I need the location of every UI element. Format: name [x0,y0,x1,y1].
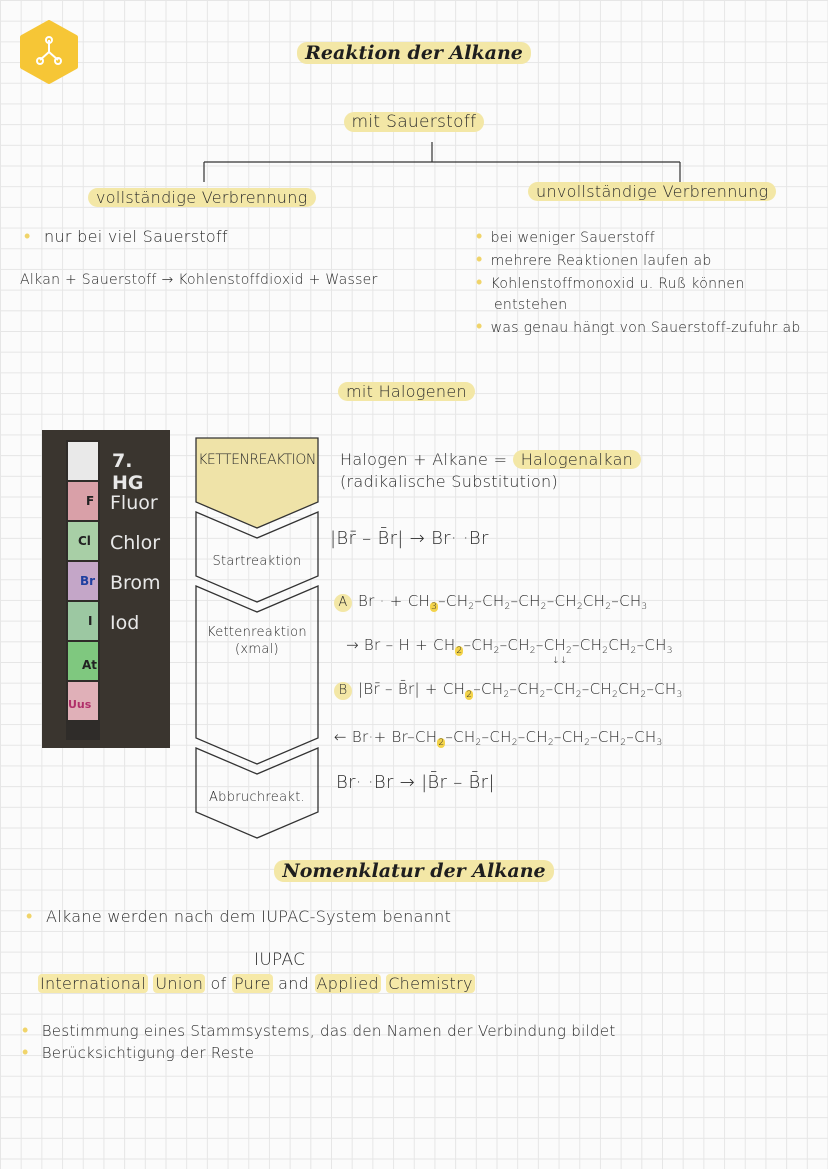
label-a: A [334,594,352,612]
nomenclature-bullet-1: • Alkane werden nach dem IUPAC-System benannt [26,906,451,927]
element-name-fluor: Fluor [110,492,158,514]
oxygen-heading: mit Sauerstoff [344,112,485,132]
incomplete-combustion-heading: unvollständige Verbrennung [528,182,776,201]
nomenclature-title: Nomenklatur der Alkane [274,860,553,882]
list-item: • was genau hängt von Sauerstoff-zufuhr ab [476,316,816,339]
chain-step-a: A Br · + $CH_3-CH_2-CH_2-CH_2-CH_2CH_2-CH_3$ [334,592,647,612]
element-name-iod: Iod [110,612,140,634]
group-label: 7. HG [112,450,144,494]
element-name-chlor: Chlor [110,532,161,554]
chain-product-b: ← $Br\cdot+ Br-CH_2-CH_2-CH_2-CH_2-CH_2-CH_2-CH_3$ [334,728,663,748]
iupac-expansion: International Union of Pure and Applied Chemistry [40,974,473,993]
label-b: B [334,682,352,700]
halogenalkan-term: Halogenalkan [513,450,641,469]
stage-start: Startreaktion [212,554,302,569]
periodic-table-group-image [42,430,170,748]
page-title: Reaktion der Alkane [297,42,531,64]
element-name-brom: Brom [110,572,161,594]
nomenclature-bullet-2: • Bestimmung eines Stammsystems, das den Namen der Verbindung bildet [22,1020,616,1041]
radical-substitution-note: (radikalische Substitution) [340,472,559,491]
list-item: • Kohlenstoffmonoxid u. Ruß können entstehen [476,272,816,316]
element-symbol-f: F [86,494,95,508]
chain-step-b: B |Br̄ – B̄r| + $CH_2-CH_2-CH_2-CH_2-CH_2CH_2-CH_3$ [334,680,683,700]
start-equation: |Br̄ – B̄r| → Br· ·Br [330,528,489,549]
stage-termination: Abbruchreakt. [208,790,306,805]
incomplete-bullets [476,226,816,339]
chain-product-a: → $Br - H + CH_2-CH_2-CH_2-CH_2-CH_2CH_2-CH_3$ [346,636,673,656]
halogen-definition: Halogen + Alkane = [340,450,513,469]
halogen-heading: mit Halogenen [338,382,475,401]
element-symbol-br: Br [80,574,96,588]
iupac-label: IUPAC [254,950,306,970]
combustion-equation: Alkan + Sauerstoff → Kohlenstoffdioxid + Wasser [20,272,378,288]
oxygen-branch-lines [0,0,828,200]
element-symbol-at: At [82,658,98,672]
element-symbol-cl: Cl [78,534,91,548]
element-symbol-i: I [88,614,93,628]
element-symbol-uus: Uus [68,698,92,711]
complete-combustion-heading: vollständige Verbrennung [88,188,316,207]
electron-pair-marker: ↓↓ [552,656,568,666]
list-item: • bei weniger Sauerstoff [476,226,816,249]
chain-reaction-box-label: KETTENREAKTION [198,452,316,468]
complete-bullet: • nur bei viel Sauerstoff [24,226,228,247]
list-item: • mehrere Reaktionen laufen ab [476,249,816,272]
stage-chain: Kettenreaktion (xmal) [207,625,307,657]
termination-equation: Br· ·Br → |B̄r – B̄r| [336,772,495,793]
nomenclature-bullet-3: • Berücksichtigung der Reste [22,1042,254,1063]
